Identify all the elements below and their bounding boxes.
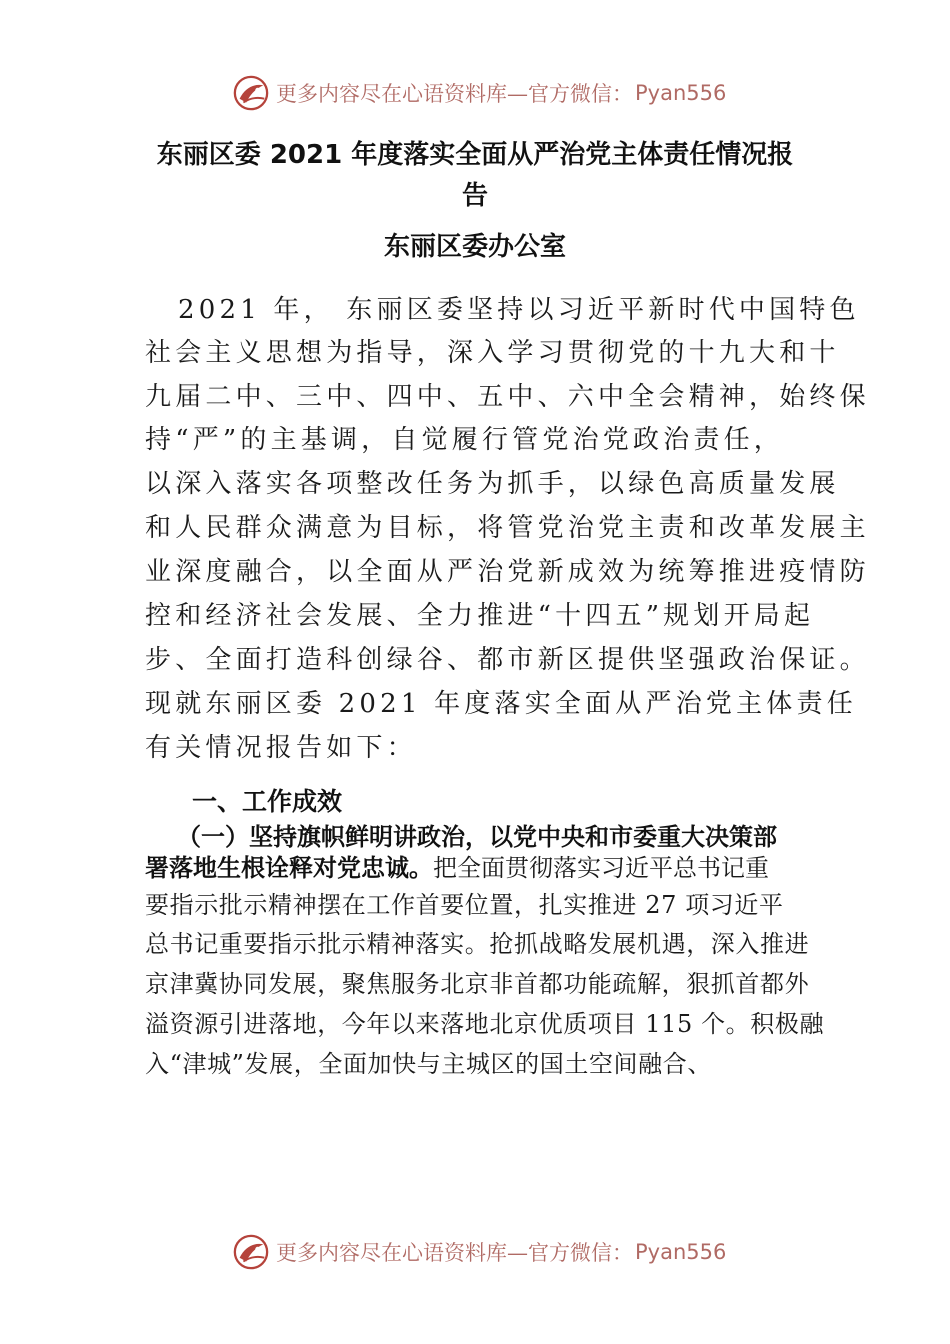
body-line: 总书记重要指示批示精神落实。抢抓战略发展机遇，深入推进 bbox=[145, 930, 810, 958]
intro-line: 持“严”的主基调，自觉履行管党治党政治责任， bbox=[145, 425, 784, 455]
subsection-heading-line-2 bbox=[145, 848, 769, 883]
body-line: 京津冀协同发展，聚焦服务北京非首都功能疏解，狠抓首都外 bbox=[145, 970, 810, 998]
intro-line: 现就东丽区委 2021 年度落实全面从严治党主体责任 bbox=[145, 689, 857, 719]
body-line: 入“津城”发展，全面加快与主城区的国土空间融合、 bbox=[145, 1050, 712, 1078]
intro-line: 业深度融合，以全面从严治党新成效为统筹推进疫情防 bbox=[145, 557, 870, 587]
subsection-heading-tail: 署落地生根诠释对党忠诚。 bbox=[145, 854, 433, 882]
watermark-text: 更多内容尽在心语资料库—官方微信： bbox=[276, 82, 633, 106]
intro-line: 和人民群众满意为目标，将管党治党主责和改革发展主 bbox=[145, 513, 870, 543]
subsection-heading-line-1: （一）坚持旗帜鲜明讲政治，以党中央和市委重大决策部 bbox=[177, 823, 777, 851]
watermark-bottom bbox=[232, 1230, 726, 1274]
library-logo-icon bbox=[232, 1233, 270, 1271]
watermark-wechat-id: Pyan556 bbox=[635, 81, 727, 105]
intro-line: 社会主义思想为指导，深入学习贯彻党的十九大和十 bbox=[145, 338, 840, 368]
section-heading: 一、工作成效 bbox=[192, 787, 343, 816]
body-line: 要指示批示精神摆在工作首要位置，扎实推进 27 项习近平 bbox=[145, 891, 784, 919]
watermark-top bbox=[232, 71, 726, 115]
document-issuer: 东丽区委办公室 bbox=[383, 232, 566, 262]
intro-line: 步、全面打造科创绿谷、都市新区提供坚强政治保证。 bbox=[145, 645, 870, 675]
watermark-wechat-id: Pyan556 bbox=[635, 1240, 727, 1264]
watermark-text: 更多内容尽在心语资料库—官方微信： bbox=[276, 1241, 633, 1265]
intro-line: 2021 年， 东丽区委坚持以习近平新时代中国特色 bbox=[178, 295, 860, 325]
library-logo-icon bbox=[232, 74, 270, 112]
intro-line: 有关情况报告如下： bbox=[145, 733, 417, 763]
body-text-start: 把全面贯彻落实习近平总书记重 bbox=[433, 854, 769, 882]
intro-line: 以深入落实各项整改任务为抓手，以绿色高质量发展 bbox=[145, 469, 840, 499]
intro-line: 控和经济社会发展、全力推进“十四五”规划开局起 bbox=[145, 601, 815, 631]
document-title-line-1: 东丽区委 2021 年度落实全面从严治党主体责任情况报 bbox=[156, 140, 794, 170]
intro-line: 九届二中、三中、四中、五中、六中全会精神，始终保 bbox=[145, 382, 870, 412]
document-title-line-2: 告 bbox=[461, 181, 488, 211]
body-line: 溢资源引进落地，今年以来落地北京优质项目 115 个。积极融 bbox=[145, 1010, 825, 1038]
